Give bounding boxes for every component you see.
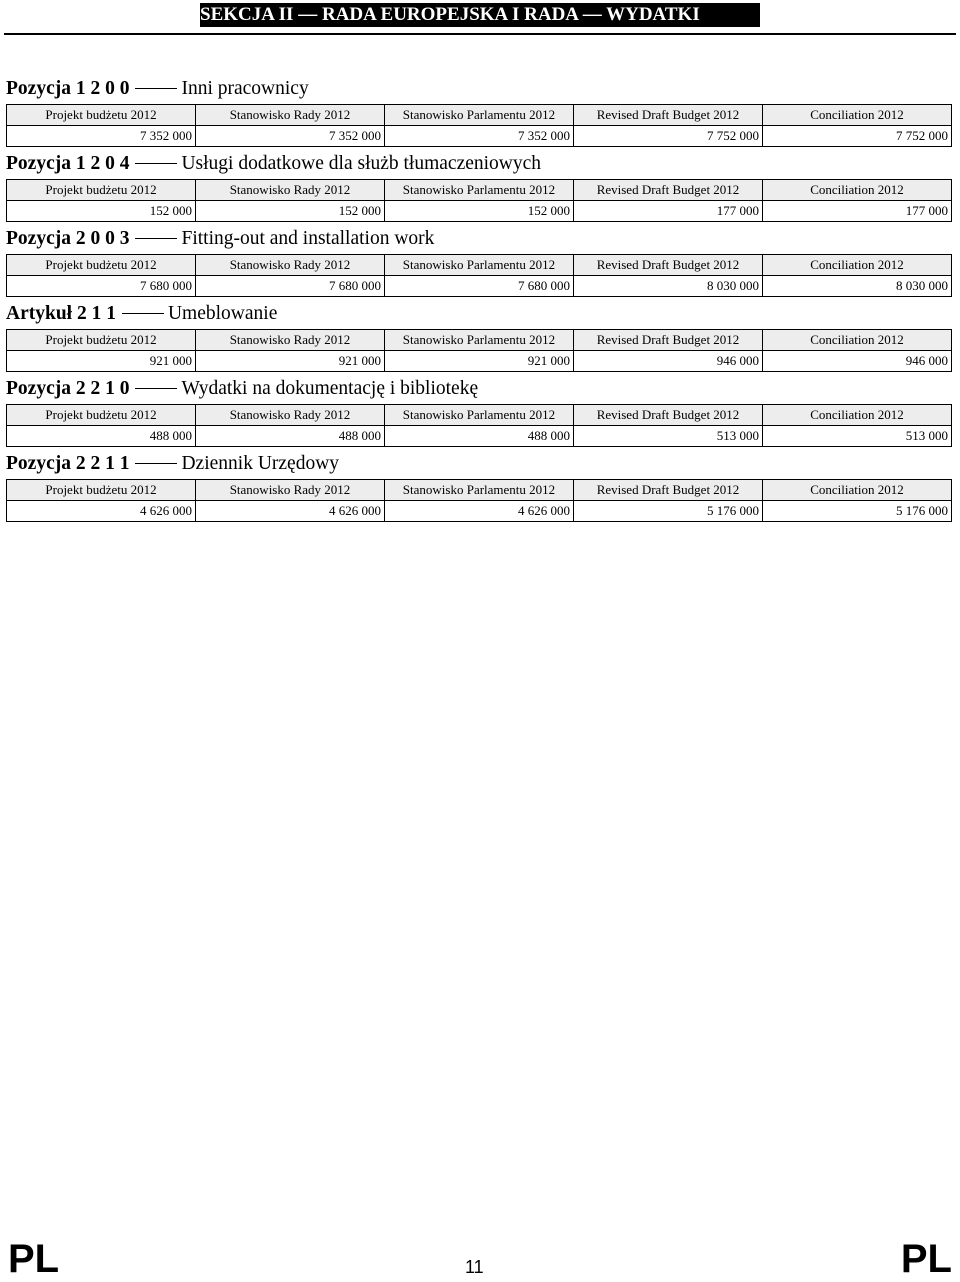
- page-number: 11: [465, 1257, 484, 1277]
- budget-line-name: Usługi dodatkowe dla służb tłumaczeniowych: [181, 153, 542, 174]
- budget-table-value-row: [7, 201, 952, 222]
- column-header: Conciliation 2012: [763, 105, 952, 126]
- budget-line-code: Artykuł 2 1 1: [6, 303, 116, 324]
- title-dash: [122, 313, 164, 314]
- budget-line-code: Pozycja 2 2 1 1: [6, 453, 130, 474]
- budget-line-title: [6, 450, 952, 478]
- budget-table-header-row: [7, 405, 952, 426]
- budget-table: [6, 104, 952, 147]
- budget-line-title: [6, 300, 952, 328]
- column-header: Revised Draft Budget 2012: [574, 405, 763, 426]
- amount-cell: 921 000: [7, 351, 196, 372]
- budget-table-header-row: [7, 480, 952, 501]
- amount-cell: 177 000: [763, 201, 952, 222]
- amount-cell: 488 000: [196, 426, 385, 447]
- column-header: Projekt budżetu 2012: [7, 180, 196, 201]
- column-header: Revised Draft Budget 2012: [574, 105, 763, 126]
- budget-table: [6, 179, 952, 222]
- budget-table: [6, 404, 952, 447]
- budget-sections: [6, 75, 952, 525]
- budget-table: [6, 254, 952, 297]
- column-header: Stanowisko Parlamentu 2012: [385, 180, 574, 201]
- budget-table-header-row: [7, 105, 952, 126]
- amount-cell: 8 030 000: [574, 276, 763, 297]
- amount-cell: 7 680 000: [385, 276, 574, 297]
- amount-cell: 513 000: [763, 426, 952, 447]
- budget-line-title: [6, 225, 952, 253]
- budget-line-code: Pozycja 1 2 0 0: [6, 78, 130, 99]
- amount-cell: 8 030 000: [763, 276, 952, 297]
- amount-cell: 177 000: [574, 201, 763, 222]
- column-header: Projekt budżetu 2012: [7, 330, 196, 351]
- title-dash: [135, 463, 177, 464]
- amount-cell: 5 176 000: [763, 501, 952, 522]
- column-header: Revised Draft Budget 2012: [574, 330, 763, 351]
- amount-cell: 921 000: [385, 351, 574, 372]
- budget-table-value-row: [7, 276, 952, 297]
- budget-line-name: Inni pracownicy: [181, 78, 309, 99]
- budget-line-title: [6, 375, 952, 403]
- footer-language-left: PL: [8, 1237, 60, 1281]
- amount-cell: 152 000: [385, 201, 574, 222]
- column-header: Stanowisko Parlamentu 2012: [385, 105, 574, 126]
- title-dash: [135, 238, 177, 239]
- column-header: Projekt budżetu 2012: [7, 255, 196, 276]
- column-header: Revised Draft Budget 2012: [574, 480, 763, 501]
- amount-cell: 4 626 000: [7, 501, 196, 522]
- amount-cell: 946 000: [574, 351, 763, 372]
- amount-cell: 946 000: [763, 351, 952, 372]
- column-header: Projekt budżetu 2012: [7, 105, 196, 126]
- budget-line-code: Pozycja 1 2 0 4: [6, 153, 130, 174]
- amount-cell: 7 352 000: [385, 126, 574, 147]
- amount-cell: 488 000: [7, 426, 196, 447]
- column-header: Stanowisko Rady 2012: [196, 105, 385, 126]
- column-header: Stanowisko Rady 2012: [196, 405, 385, 426]
- budget-table-value-row: [7, 426, 952, 447]
- amount-cell: 7 352 000: [7, 126, 196, 147]
- title-dash: [135, 88, 177, 89]
- budget-table-value-row: [7, 501, 952, 522]
- budget-table: [6, 479, 952, 522]
- amount-cell: 7 752 000: [574, 126, 763, 147]
- amount-cell: 513 000: [574, 426, 763, 447]
- budget-line-code: Pozycja 2 2 1 0: [6, 378, 130, 399]
- column-header: Projekt budżetu 2012: [7, 480, 196, 501]
- budget-table: [6, 329, 952, 372]
- column-header: Conciliation 2012: [763, 405, 952, 426]
- column-header: Projekt budżetu 2012: [7, 405, 196, 426]
- column-header: Stanowisko Rady 2012: [196, 255, 385, 276]
- column-header: Stanowisko Parlamentu 2012: [385, 255, 574, 276]
- section-header: SEKCJA II — RADA EUROPEJSKA I RADA — WYDATKI: [200, 3, 760, 27]
- budget-table-header-row: [7, 330, 952, 351]
- amount-cell: 921 000: [196, 351, 385, 372]
- amount-cell: 488 000: [385, 426, 574, 447]
- column-header: Stanowisko Parlamentu 2012: [385, 330, 574, 351]
- column-header: Conciliation 2012: [763, 255, 952, 276]
- budget-line-title: [6, 75, 952, 103]
- budget-line-name: Umeblowanie: [167, 303, 278, 324]
- budget-line-code: Pozycja 2 0 0 3: [6, 228, 130, 249]
- amount-cell: 7 680 000: [7, 276, 196, 297]
- column-header: Revised Draft Budget 2012: [574, 180, 763, 201]
- budget-line-name: Fitting-out and installation work: [181, 228, 435, 249]
- budget-table-header-row: [7, 255, 952, 276]
- column-header: Stanowisko Rady 2012: [196, 180, 385, 201]
- column-header: Conciliation 2012: [763, 480, 952, 501]
- budget-table-header-row: [7, 180, 952, 201]
- footer-language-right: PL: [900, 1237, 952, 1281]
- amount-cell: 4 626 000: [385, 501, 574, 522]
- budget-table-value-row: [7, 351, 952, 372]
- budget-line-name: Wydatki na dokumentację i bibliotekę: [181, 378, 479, 399]
- amount-cell: 5 176 000: [574, 501, 763, 522]
- amount-cell: 4 626 000: [196, 501, 385, 522]
- budget-table-value-row: [7, 126, 952, 147]
- amount-cell: 152 000: [196, 201, 385, 222]
- column-header: Stanowisko Parlamentu 2012: [385, 405, 574, 426]
- amount-cell: 7 752 000: [763, 126, 952, 147]
- column-header: Stanowisko Parlamentu 2012: [385, 480, 574, 501]
- column-header: Revised Draft Budget 2012: [574, 255, 763, 276]
- header-divider: [4, 33, 956, 35]
- column-header: Conciliation 2012: [763, 180, 952, 201]
- column-header: Stanowisko Rady 2012: [196, 330, 385, 351]
- column-header: Conciliation 2012: [763, 330, 952, 351]
- budget-line-name: Dziennik Urzędowy: [181, 453, 340, 474]
- amount-cell: 7 680 000: [196, 276, 385, 297]
- column-header: Stanowisko Rady 2012: [196, 480, 385, 501]
- title-dash: [135, 163, 177, 164]
- amount-cell: 152 000: [7, 201, 196, 222]
- title-dash: [135, 388, 177, 389]
- budget-line-title: [6, 150, 952, 178]
- amount-cell: 7 352 000: [196, 126, 385, 147]
